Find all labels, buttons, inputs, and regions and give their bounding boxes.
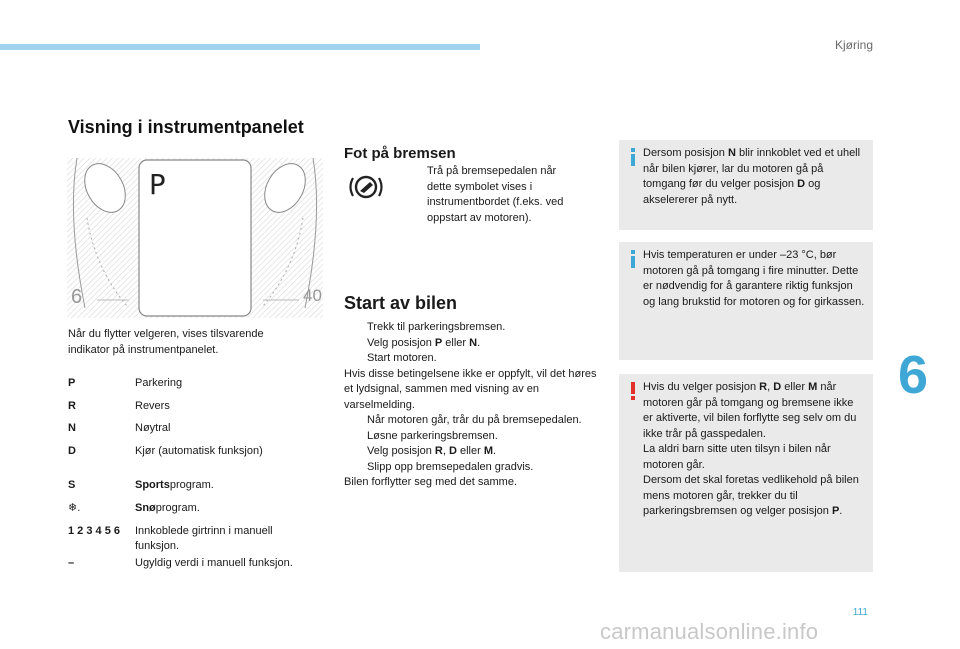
legend-value <box>135 478 315 493</box>
list-item <box>344 336 599 352</box>
chapter-number: 6 <box>898 345 929 405</box>
step-text: Velg posisjon <box>367 336 435 349</box>
list-item <box>344 429 599 445</box>
legend-key: N <box>68 422 76 434</box>
page-number: 111 <box>852 607 868 618</box>
step-text: Løsne parkeringsbremsen. <box>367 429 498 442</box>
instrument-cluster-illustration <box>67 158 323 318</box>
step-text: . <box>493 445 497 457</box>
legend-value: Parkering <box>135 377 183 389</box>
intro-text: Når du flytter velgeren, vises tilsvarende indikator på instrumentpanelet. <box>68 328 264 356</box>
list-item <box>344 444 599 460</box>
list-item <box>344 320 599 336</box>
info-text: Dersom posisjon N blir innkoblet ved et uhell når bilen kjører, lar du motoren gå på tomgang før du velger posisjon D og akselererer på nytt. <box>643 147 861 206</box>
legend-key: 1 2 3 4 5 6 <box>68 525 120 537</box>
paragraph: Hvis disse betingelsene ikke er oppfylt, vil det høres et lydsignal, sammen med visning av en varselmelding. <box>344 367 597 411</box>
legend-value: Kjør (automatisk funksjon) <box>135 445 263 457</box>
legend-value-bold: Snø <box>135 502 156 514</box>
info-icon <box>631 148 635 166</box>
chapter-title: Kjøring <box>834 38 873 52</box>
gear-letter: P <box>434 336 443 349</box>
start-steps <box>344 320 599 491</box>
foot-on-brake-icon <box>347 172 385 202</box>
step-text: eller <box>456 445 484 457</box>
gear-letter: M <box>483 445 493 457</box>
info-icon <box>631 250 635 268</box>
step-text: Start motoren. <box>367 352 437 364</box>
section-heading-foot-on-brake: Fot på bremsen <box>344 145 456 162</box>
legend-value: Nøytral <box>135 422 171 434</box>
warning-icon <box>631 382 635 400</box>
warning-paragraph: Dersom det skal foretas vedlikehold på bilen mens motoren går, trekker du til parkeringsbremsen og velger posisjon P. <box>643 474 859 517</box>
legend-value-rest: program. <box>155 502 200 514</box>
legend-key: R <box>68 400 76 412</box>
watermark: carmanualsonline.info <box>600 619 819 644</box>
list-item <box>344 413 599 429</box>
paragraph: Bilen forflytter seg med det samme. <box>344 476 518 488</box>
legend-value: Revers <box>135 400 170 412</box>
gear-letter: R <box>434 445 443 457</box>
step-text: Trekk til parkeringsbremsen. <box>367 321 506 333</box>
snowflake-icon: ❄. <box>68 502 81 514</box>
step-text: Slipp opp bremsepedalen gradvis. <box>367 460 534 473</box>
legend-value-rest: program. <box>169 479 214 491</box>
foot-on-brake-instruction: Trå på bremsepedalen når dette symbolet vises i instrumentbordet (f.eks. ved oppstart av motoren). <box>427 165 564 224</box>
step-text: . <box>477 336 481 349</box>
step-text: , <box>442 445 449 457</box>
foot-on-brake-text <box>404 164 574 226</box>
legend-key: P <box>68 377 76 389</box>
gear-letter: N <box>469 336 478 349</box>
gear-letter: D <box>448 445 457 457</box>
warning-paragraph: La aldri barn sitte uten tilsyn i bilen når motoren går. <box>643 443 831 471</box>
step-text: eller <box>442 336 470 349</box>
legend-key: S <box>68 479 76 491</box>
info-text: Hvis temperaturen er under –23 °C, bør motoren gå på tomgang i fire minutter. Dette er nødvendig for å garantere riktig funksjon og lang brukstid for motoren og for girkassen. <box>643 249 865 308</box>
list-item <box>344 351 599 367</box>
step-text: Når motoren går, trår du på bremsepedalen. <box>367 414 582 426</box>
list-item <box>344 460 599 476</box>
legend-value-bold: Sports <box>135 479 170 491</box>
legend-key: – <box>68 557 75 569</box>
legend-value: Ugyldig verdi i manuell funksjon. <box>135 557 293 569</box>
info-box-neutral <box>619 140 873 230</box>
warning-text: Hvis du velger posisjon R, D eller M når motoren går på tomgang og bremsene ikke er aktiverte, vil bilen forflytte seg selv om du ikke trår på gasspedalen. La aldri barn sitte uten tilsyn i bilen når motoren går. Dersom det skal foretas vedlikehold på bilen mens motoren går, trekker du til parkeringsbremsen og velger posisjon P. <box>643 380 865 520</box>
warning-box <box>619 374 873 572</box>
top-accent-bar <box>0 44 480 50</box>
dial-right-number: 40 <box>303 286 322 305</box>
section-heading-start: Start av bilen <box>344 293 458 313</box>
legend-key: D <box>68 445 76 457</box>
step-text: Velg posisjon <box>367 445 435 457</box>
legend-value <box>135 501 315 516</box>
info-box-temperature <box>619 242 873 360</box>
dial-left-number: 6 <box>71 286 83 308</box>
page-title: Visning i instrumentpanelet <box>68 117 304 137</box>
legend-value: Innkoblede girtrinn i manuell funksjon. <box>135 525 273 552</box>
gear-indicator-display: P <box>149 168 166 201</box>
